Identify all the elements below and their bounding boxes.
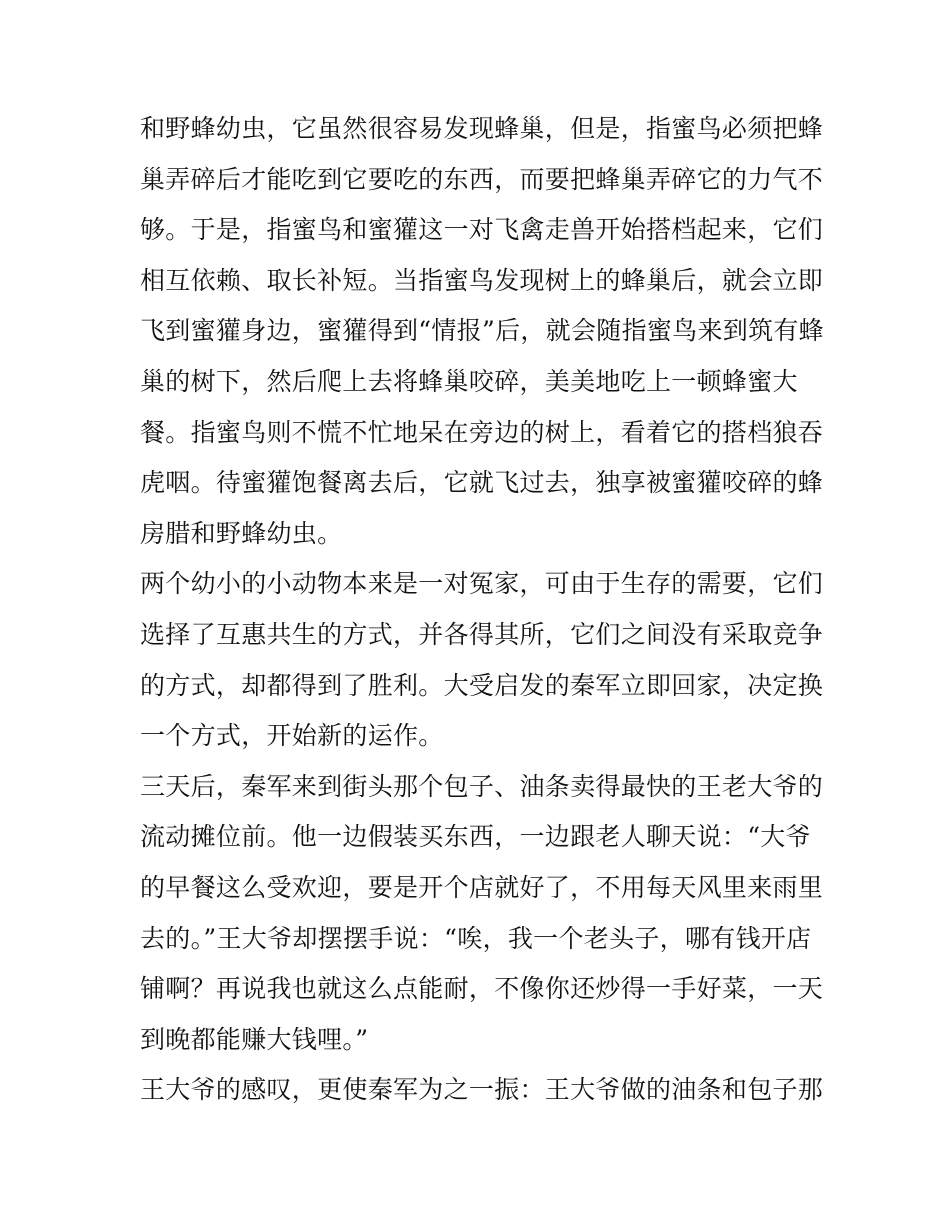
text-line: 去的。”王大爷却摆摆手说：“唉，我一个老头子，哪有钱开店 xyxy=(140,923,812,953)
text-line: 铺啊？再说我也就这么点能耐，不像你还炒得一手好菜，一天 xyxy=(140,974,824,1004)
text-line: 相互依赖、取长补短。当指蜜鸟发现树上的蜂巢后，就会立即 xyxy=(140,265,824,295)
text-line: 王大爷的感叹，更使秦军为之一振：王大爷做的油条和包子那 xyxy=(140,1075,824,1105)
text-line: 巢弄碎后才能吃到它要吃的东西，而要把蜂巢弄碎它的力气不 xyxy=(140,164,824,194)
text-line: 的方式，却都得到了胜利。大受启发的秦军立即回家，决定换 xyxy=(140,670,824,700)
text-line: 虎咽。待蜜獾饱餐离去后，它就飞过去，独享被蜜獾咬碎的蜂 xyxy=(140,468,824,498)
text-line: 选择了互惠共生的方式，并各得其所，它们之间没有采取竞争 xyxy=(140,619,824,649)
text-line: 巢的树下，然后爬上去将蜂巢咬碎，美美地吃上一顿蜂蜜大 xyxy=(140,366,798,396)
text-line: 房腊和野蜂幼虫。 xyxy=(140,518,343,548)
text-line: 一个方式，开始新的运作。 xyxy=(140,721,444,751)
body-text xyxy=(140,104,824,1116)
text-line: 流动摊位前。他一边假装买东西，一边跟老人聊天说：“大爷 xyxy=(140,822,811,852)
text-line: 三天后，秦军来到街头那个包子、油条卖得最快的王老大爷的 xyxy=(140,771,824,801)
text-line: 餐。指蜜鸟则不慌不忙地呆在旁边的树上，看着它的搭档狼吞 xyxy=(140,417,824,447)
text-line: 够。于是，指蜜鸟和蜜獾这一对飞禽走兽开始搭档起来，它们 xyxy=(140,215,824,245)
text-line: 飞到蜜獾身边，蜜獾得到“情报”后，就会随指蜜鸟来到筑有蜂 xyxy=(140,316,824,346)
text-line: 到晚都能赚大钱哩。” xyxy=(140,1024,369,1054)
text-line: 的早餐这么受欢迎，要是开个店就好了，不用每天风里来雨里 xyxy=(140,872,824,902)
text-line: 和野蜂幼虫，它虽然很容易发现蜂巢，但是，指蜜鸟必须把蜂 xyxy=(140,114,824,143)
text-line: 两个幼小的小动物本来是一对冤家，可由于生存的需要，它们 xyxy=(140,569,824,599)
